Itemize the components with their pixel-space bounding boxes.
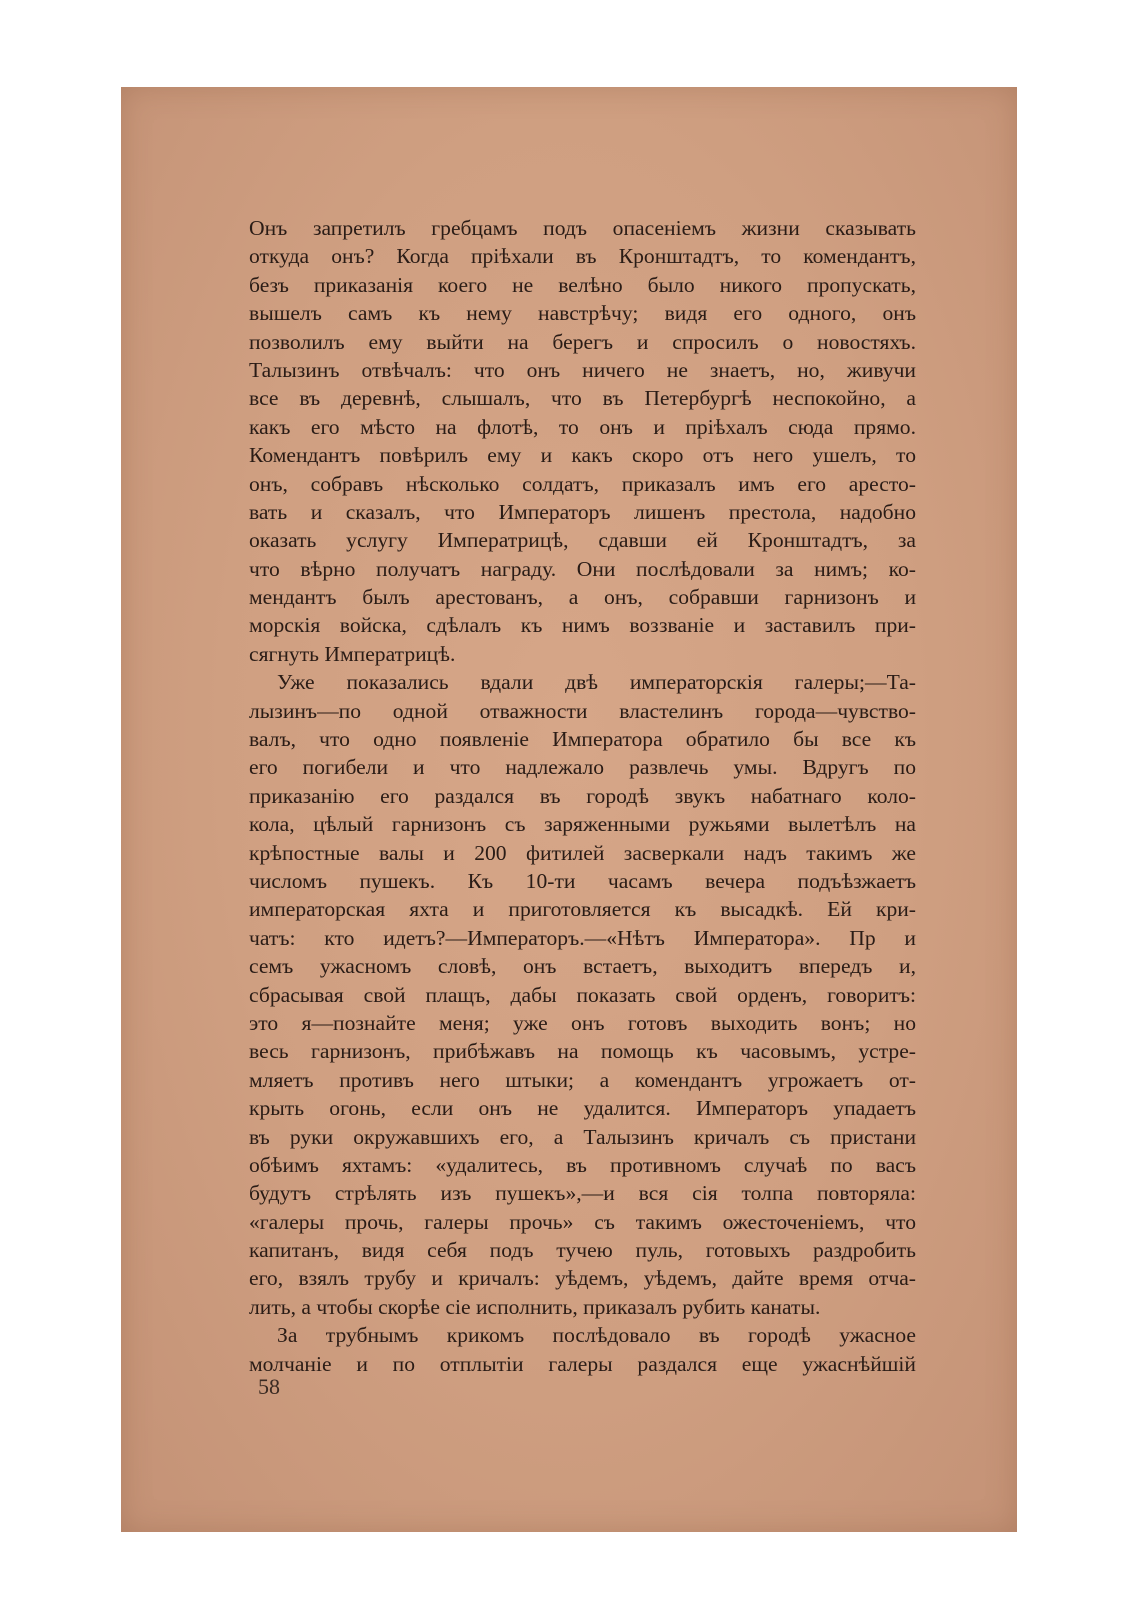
text-line: онъ, собравъ нѣсколько солдатъ, приказалъ имъ его аресто- bbox=[249, 471, 916, 496]
text-line: лить, а чтобы скорѣе сіе исполнить, приказалъ рубить канаты. bbox=[249, 1294, 821, 1319]
text-line: откуда онъ? Когда пріѣхали въ Кронштадтъ, то комендантъ, bbox=[249, 244, 916, 269]
text-line: что вѣрно получатъ награду. Они послѣдовали за нимъ; ко- bbox=[249, 556, 916, 581]
text-line: молчаніе и по отплытіи галеры раздался еще ужаснѣйшій bbox=[249, 1351, 916, 1376]
text-line: вышелъ самъ къ нему навстрѣчу; видя его одного, онъ bbox=[249, 301, 916, 326]
text-line: приказанію его раздался въ городѣ звукъ набатнаго коло- bbox=[249, 783, 916, 808]
text-line: вать и сказалъ, что Императоръ лишенъ престола, надобно bbox=[249, 499, 916, 524]
text-line: будутъ стрѣлять изъ пушекъ»,—и вся сія толпа повторяла: bbox=[249, 1181, 916, 1206]
text-line: сбрасывая свой плащъ, дабы показать свой орденъ, говоритъ: bbox=[249, 982, 916, 1007]
page-body-text bbox=[249, 214, 916, 1378]
text-line: «галеры прочь, галеры прочь» съ такимъ ожесточеніемъ, что bbox=[249, 1209, 916, 1234]
text-line: весь гарнизонъ, прибѣжавъ на помощь къ часовымъ, устре- bbox=[249, 1039, 916, 1064]
text-line: валъ, что одно появленіе Императора обратило бы все къ bbox=[249, 727, 916, 752]
text-line: крѣпостные валы и 200 фитилей засверкали надъ такимъ же bbox=[249, 840, 916, 865]
text-line: семъ ужасномъ словѣ, онъ встаетъ, выходитъ впередъ и, bbox=[249, 954, 916, 979]
text-line: его погибели и что надлежало развлечь умы. Вдругъ по bbox=[249, 755, 916, 780]
book-page bbox=[121, 87, 1017, 1532]
text-line: Талызинъ отвѣчалъ: что онъ ничего не знаетъ, но, живучи bbox=[249, 357, 916, 382]
text-line: Уже показались вдали двѣ императорскія галеры;—Та- bbox=[277, 670, 916, 695]
text-line: За трубнымъ крикомъ послѣдовало въ городѣ ужасное bbox=[277, 1323, 916, 1348]
text-line: все въ деревнѣ, слышалъ, что въ Петербургѣ неспокойно, а bbox=[249, 386, 916, 411]
text-line: мендантъ былъ арестованъ, а онъ, собравши гарнизонъ и bbox=[249, 585, 916, 610]
text-line: лызинъ—по одной отважности властелинъ города—чувство- bbox=[249, 698, 916, 723]
text-line: его, взялъ трубу и кричалъ: уѣдемъ, уѣдемъ, дайте время отча- bbox=[249, 1266, 916, 1291]
text-line: въ руки окружавшихъ его, а Талызинъ кричалъ съ пристани bbox=[249, 1124, 916, 1149]
text-line: это я—познайте меня; уже онъ готовъ выходить вонъ; но bbox=[249, 1010, 916, 1035]
text-line: оказать услугу Императрицѣ, сдавши ей Кронштадтъ, за bbox=[249, 528, 916, 553]
text-line: крыть огонь, если онъ не удалится. Императоръ упадаетъ bbox=[249, 1096, 916, 1121]
text-line: кола, цѣлый гарнизонъ съ заряженными ружьями вылетѣлъ на bbox=[249, 812, 916, 837]
text-line: какъ его мѣсто на флотѣ, то онъ и пріѣхалъ сюда прямо. bbox=[249, 414, 916, 439]
text-line: Комендантъ повѣрилъ ему и какъ скоро отъ него ушелъ, то bbox=[249, 443, 916, 468]
text-line: безъ приказанія коего не велѣно было никого пропускать, bbox=[249, 272, 916, 297]
text-line: морскія войска, сдѣлалъ къ нимъ воззваніе и заставилъ при- bbox=[249, 613, 916, 638]
text-line: обѣимъ яхтамъ: «удалитесь, въ противномъ случаѣ по васъ bbox=[249, 1152, 916, 1177]
text-line: мляетъ противъ него штыки; а комендантъ угрожаетъ от- bbox=[249, 1067, 916, 1092]
text-line: Онъ запретилъ гребцамъ подъ опасеніемъ жизни сказывать bbox=[249, 216, 916, 240]
text-line: сягнуть Императрицѣ. bbox=[249, 641, 456, 666]
text-line: императорская яхта и приготовляется къ высадкѣ. Ей кри- bbox=[249, 897, 916, 922]
text-line: чатъ: кто идетъ?—Императоръ.—«Нѣтъ Императора». Пр и bbox=[249, 925, 916, 950]
text-line: числомъ пушекъ. Къ 10-ти часамъ вечера подъѣзжаетъ bbox=[249, 868, 916, 893]
text-line: капитанъ, видя себя подъ тучею пуль, готовыхъ раздробить bbox=[249, 1238, 916, 1263]
text-line: позволилъ ему выйти на берегъ и спросилъ о новостяхъ. bbox=[249, 329, 916, 354]
page-number: 58 bbox=[258, 1374, 280, 1399]
